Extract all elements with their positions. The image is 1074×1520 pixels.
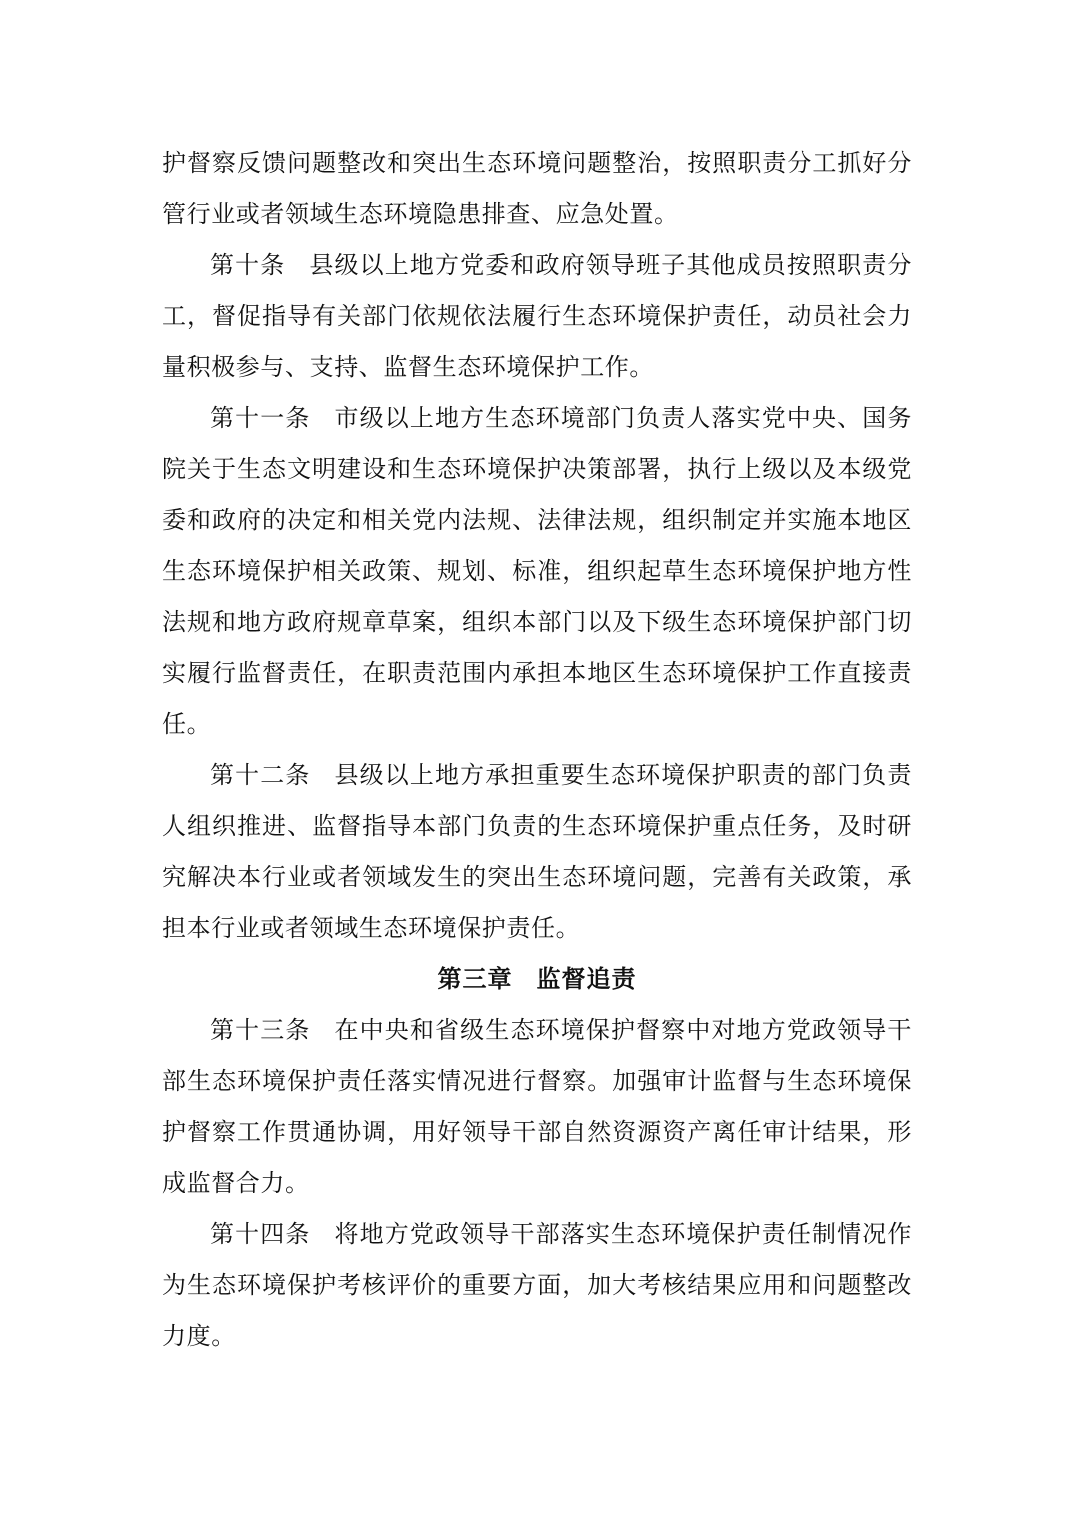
article-text: 市级以上地方生态环境部门负责人落实党中央、国务院关于生态文明建设和生态环境保护决策部署，执行上级以及本级党委和政府的决定和相关党内法规、法律法规，组织制定并实施本地区生态环境保护相关政策、规划、标准，组织起草生态环境保护地方性法规和地方政府规章草案，组织本部门以及下级生态环境保护部门切实履行监督责任，在职责范围内承担本地区生态环境保护工作直接责任。: [162, 404, 912, 738]
article-text: 县级以上地方党委和政府领导班子其他成员按照职责分工，督促指导有关部门依规依法履行生态环境保护责任，动员社会力量积极参与、支持、监督生态环境保护工作。: [162, 251, 912, 381]
article-number: 第十条: [210, 251, 286, 279]
article-10: [162, 240, 912, 393]
article-13: [162, 1005, 912, 1209]
paragraph-continued: [162, 138, 912, 240]
article-14: [162, 1209, 912, 1362]
article-number: 第十二条: [210, 761, 311, 789]
article-11: [162, 393, 912, 750]
article-number: 第十一条: [210, 404, 311, 432]
article-12: [162, 750, 912, 954]
paragraph-text: 护督察反馈问题整改和突出生态环境问题整治，按照职责分工抓好分管行业或者领域生态环境隐患排查、应急处置。: [162, 149, 912, 228]
chapter-heading: [162, 954, 912, 1005]
article-number: 第十三条: [210, 1016, 311, 1044]
article-number: 第十四条: [210, 1220, 311, 1248]
chapter-title: 监督追责: [536, 965, 637, 993]
article-text: 县级以上地方承担重要生态环境保护职责的部门负责人组织推进、监督指导本部门负责的生态环境保护重点任务，及时研究解决本行业或者领域发生的突出生态环境问题，完善有关政策，承担本行业或者领域生态环境保护责任。: [162, 761, 912, 942]
article-text: 在中央和省级生态环境保护督察中对地方党政领导干部生态环境保护责任落实情况进行督察。加强审计监督与生态环境保护督察工作贯通协调，用好领导干部自然资源资产离任审计结果，形成监督合力。: [162, 1016, 912, 1197]
article-text: 将地方党政领导干部落实生态环境保护责任制情况作为生态环境保护考核评价的重要方面，加大考核结果应用和问题整改力度。: [162, 1220, 912, 1350]
document-body: [162, 138, 912, 1362]
chapter-number: 第三章: [437, 965, 513, 993]
